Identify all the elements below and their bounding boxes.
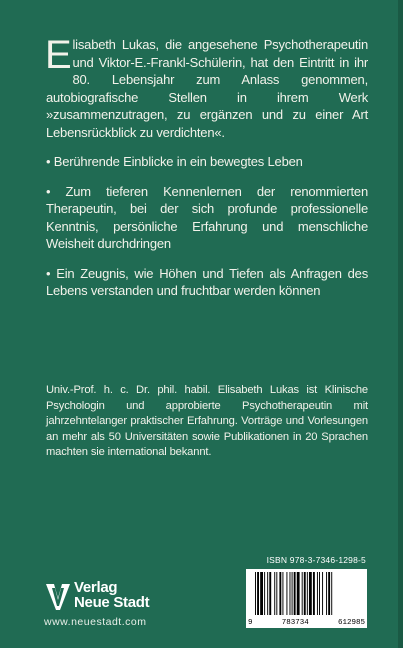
barcode-digit-group2: 612985: [337, 619, 365, 627]
publisher-name-line2: Neue Stadt: [74, 594, 150, 611]
barcode-bars: [246, 569, 367, 617]
barcode-digit-group1: 783734: [281, 619, 309, 627]
isbn-label: ISBN 978-3-7346-1298-5: [266, 555, 366, 565]
dropcap: E: [45, 33, 72, 77]
publisher-url[interactable]: www.neuestadt.com: [44, 616, 147, 628]
bullet-point-1: • Berührende Einblicke in ein bewegtes Leben: [46, 154, 303, 169]
author-bio: Univ.-Prof. h. c. Dr. phil. habil. Elisabeth Lukas ist Klinische Psychologin und approbierte Psychotherapeutin mit jahrzehntelanger praktischer Erfahrung. Vorträge und Vorlesungen an mehr als 50 Universitäten sowie Publikationen in 20 Sprachen machten sie international bekannt.: [46, 384, 368, 458]
barcode-digits: [248, 619, 365, 627]
barcode-digit-prefix: 9: [248, 619, 253, 627]
intro-paragraph: [45, 33, 368, 141]
publisher-name: [74, 580, 149, 610]
blurb: [45, 33, 368, 312]
cover-edge: [398, 0, 403, 648]
isbn-barcode: [246, 569, 367, 628]
publisher-name-line1: Verlag: [74, 579, 118, 596]
publisher-logo: [44, 580, 174, 614]
publisher-v-logo-icon: [44, 580, 72, 612]
bullet-point-2: • Zum tieferen Kennenlernen der renommierten Therapeutin, bei der sich profunde professionelle Kenntnis, persönliche Erfahrung und menschliche Weisheit durchdringen: [46, 183, 368, 251]
bullet-point-3: • Ein Zeugnis, wie Höhen und Tiefen als Anfragen des Lebens verstanden und fruchtbar werden können: [46, 265, 368, 298]
intro-text: lisabeth Lukas, die angesehene Psychotherapeutin und Viktor-E.-Frankl-Schülerin, hat den Eintritt in ihr 80. Lebensjahr zum Anlass genommen, autobiografische Stellen in ihrem Werk »zusammenzutragen, zu ergänzen und zu einer Art Lebensrückblick zu verdichten«.: [46, 37, 368, 140]
